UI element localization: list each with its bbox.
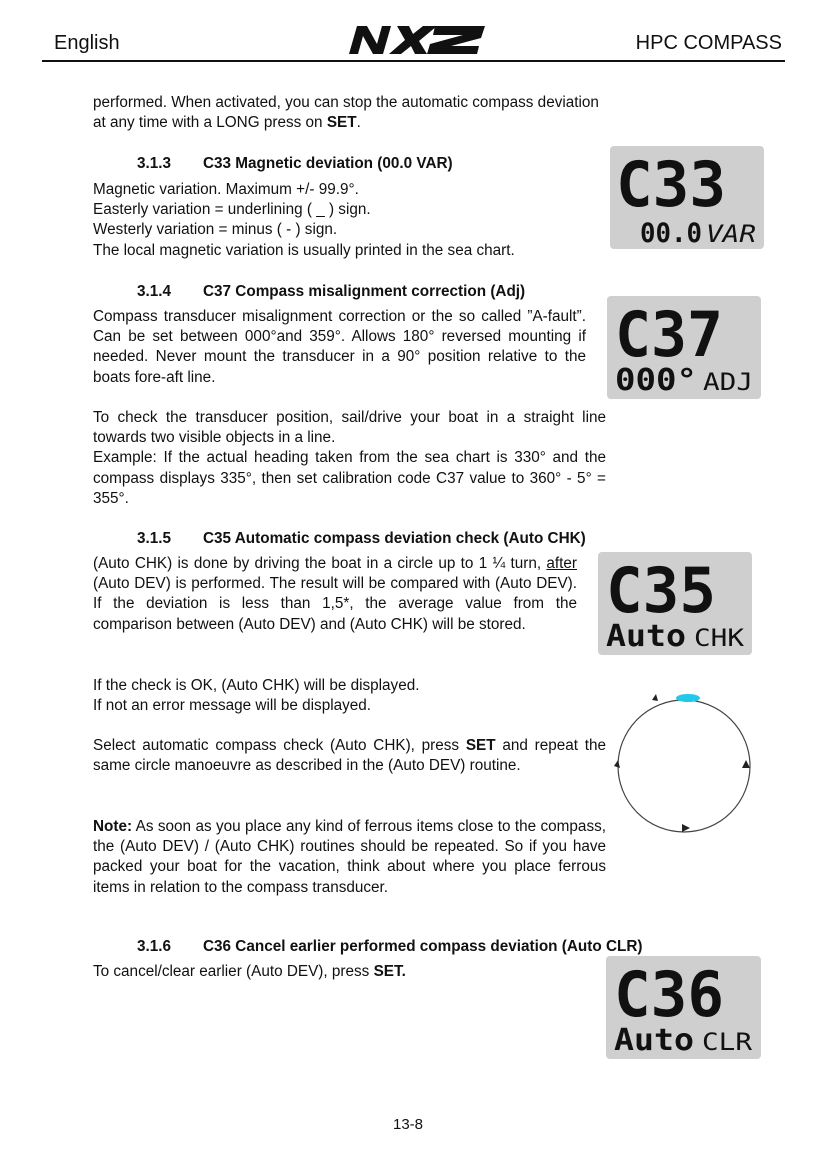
turn-circle <box>618 700 750 832</box>
lcd-value: 00.0 <box>640 218 702 249</box>
circle-manoeuvre-diagram <box>608 688 760 840</box>
language-label: English <box>54 32 120 54</box>
lcd-display-c35 <box>598 552 752 655</box>
section-314-para2: To check the transducer position, sail/drive your boat in a straight line towards two visible objects in a line. Example: If the actual heading taken from the sea chart is 330° and the compass displays 335°, then set calibration code C37 value to 360° - 5° = 355°. <box>93 409 606 507</box>
page-number: 13-8 <box>392 1116 424 1133</box>
section-316-text: To cancel/clear earlier (Auto DEV), press SET. <box>93 963 406 980</box>
arrow-icon <box>652 694 658 701</box>
nx2-logo <box>343 24 489 56</box>
lcd-code: C36 <box>614 958 724 1031</box>
lcd-value: 000° <box>615 363 697 398</box>
section-315-para1: (Auto CHK) is done by driving the boat in a circle up to 1 ¼ turn, after (Auto DEV) is performed. The result will be compared with (Auto DEV). If the deviation is less than 1,5*, the average value from the comparison between (Auto DEV) and (Auto CHK) will be stored. <box>93 555 577 633</box>
section-heading-316: 3.1.6 C36 Cancel earlier performed compass deviation (Auto CLR) <box>137 938 643 955</box>
lcd-unit: VAR <box>706 220 756 248</box>
lcd-unit: CHK <box>694 624 745 652</box>
lcd-display-c36 <box>606 956 761 1059</box>
section-315-note: Note: As soon as you place any kind of ferrous items close to the compass, the (Auto DEV) / (Auto CHK) routines should be repeated. So if you have packed your boat for the vacation, think about where you place ferrous items in relation to the compass transducer. <box>93 818 606 896</box>
lcd-code: C35 <box>606 554 716 627</box>
section-heading-315: 3.1.5 C35 Automatic compass deviation check (Auto CHK) <box>137 530 586 547</box>
lcd-code: C33 <box>616 148 726 221</box>
lcd-display-c33 <box>610 146 764 249</box>
section-heading-313: 3.1.3 C33 Magnetic deviation (00.0 VAR) <box>137 155 453 172</box>
arrow-icon <box>614 760 620 768</box>
section-heading-314: 3.1.4 C37 Compass misalignment correction (Adj) <box>137 283 526 300</box>
lcd-unit: ADJ <box>703 368 753 396</box>
section-315-para3: Select automatic compass check (Auto CHK), press SET and repeat the same circle manoeuvre as described in the (Auto DEV) routine. <box>93 737 606 775</box>
header-divider <box>42 60 785 62</box>
manual-title: HPC COMPASS <box>635 32 782 54</box>
intro-paragraph: performed. When activated, you can stop the automatic compass deviation at any time with a LONG press on SET. <box>93 94 599 132</box>
section-314-para1: Compass transducer misalignment correction or the so called ”A-fault”. Can be set between 000°and 359°. Allows 180° reversed mounting if needed. Never mount the transducer in a 90° position relative to the boats fore-aft line. <box>93 308 586 386</box>
section-313-text: Magnetic variation. Maximum +/- 99.9°. Easterly variation = underlining ( _ ) sign. Westerly variation = minus ( - ) sign. The local magnetic variation is usually printed in the sea chart. <box>93 181 515 259</box>
lcd-unit: CLR <box>702 1028 753 1056</box>
lcd-value: Auto <box>614 1023 694 1058</box>
page-header <box>0 0 816 62</box>
section-315-para2: If the check is OK, (Auto CHK) will be displayed. If not an error message will be displayed. <box>93 677 420 715</box>
lcd-code: C37 <box>615 298 723 371</box>
lcd-display-c37 <box>607 296 761 399</box>
lcd-value: Auto <box>606 619 686 654</box>
arrow-icon <box>682 824 690 832</box>
arrow-icon <box>742 760 750 768</box>
boat-marker <box>676 694 700 702</box>
